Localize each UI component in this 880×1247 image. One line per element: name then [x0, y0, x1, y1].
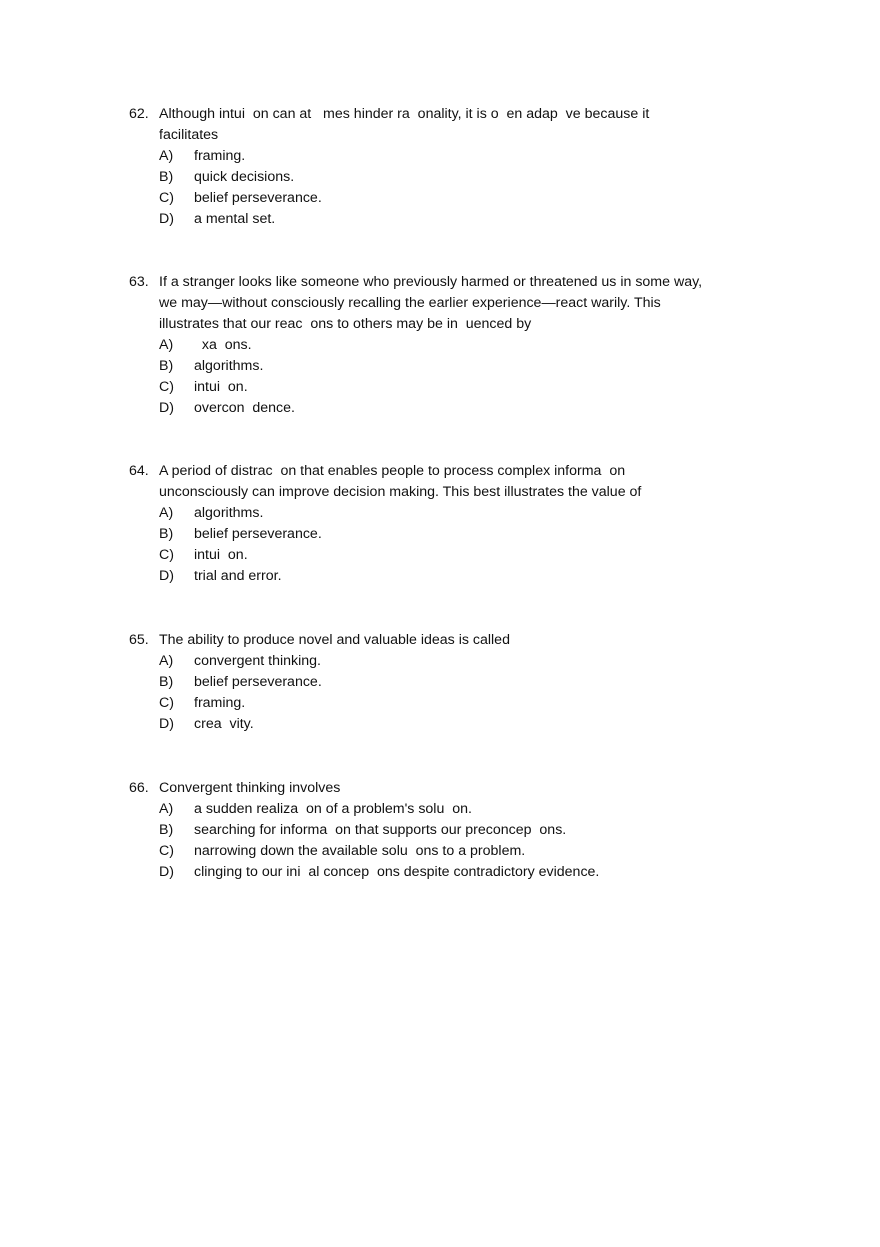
option-text: framing. — [194, 148, 246, 164]
option-text: belief perseverance. — [194, 526, 322, 542]
option-letter: D) — [159, 568, 174, 584]
option-text: belief perseverance. — [194, 674, 322, 690]
question-number: 62. — [129, 106, 149, 122]
option-text: overcon dence. — [194, 400, 295, 416]
option-text: intui on. — [194, 547, 248, 563]
option-text: convergent thinking. — [194, 653, 321, 669]
option-letter: C) — [159, 379, 174, 395]
answer-option — [129, 503, 789, 524]
option-letter: D) — [159, 211, 174, 227]
answer-option — [129, 335, 789, 356]
option-letter: B) — [159, 674, 174, 690]
answer-option — [129, 862, 789, 883]
question-text: we may—without consciously recalling the earlier experience—react warily. This — [159, 295, 661, 311]
option-letter: D) — [159, 864, 174, 880]
option-letter: C) — [159, 547, 174, 563]
question-text: facilitates — [159, 127, 219, 143]
question-text: The ability to produce novel and valuable ideas is called — [159, 632, 510, 648]
option-letter: A) — [159, 653, 174, 669]
question-66 — [129, 778, 789, 883]
question-text: illustrates that our reac ons to others may be in uenced by — [159, 316, 532, 332]
answer-option — [129, 209, 789, 230]
question-63 — [129, 272, 789, 419]
answer-option — [129, 799, 789, 820]
question-line — [129, 293, 789, 314]
option-text: quick decisions. — [194, 169, 295, 185]
question-text: Although intui on can at mes hinder ra onality, it is o en adap ve because it — [159, 106, 650, 122]
question-number: 63. — [129, 274, 149, 290]
option-text: crea vity. — [194, 716, 254, 732]
answer-option — [129, 398, 789, 419]
answer-option — [129, 188, 789, 209]
option-letter: C) — [159, 190, 174, 206]
option-text: xa ons. — [194, 337, 252, 353]
option-text: algorithms. — [194, 505, 264, 521]
question-line — [129, 630, 789, 651]
question-line — [129, 778, 789, 799]
question-65 — [129, 630, 789, 735]
question-number: 66. — [129, 780, 149, 796]
option-text: a mental set. — [194, 211, 276, 227]
question-line — [129, 104, 789, 125]
answer-option — [129, 167, 789, 188]
question-line — [129, 461, 789, 482]
question-line — [129, 272, 789, 293]
option-letter: A) — [159, 337, 174, 353]
answer-option — [129, 693, 789, 714]
answer-option — [129, 545, 789, 566]
answer-option — [129, 566, 789, 587]
option-letter: B) — [159, 822, 174, 838]
answer-option — [129, 714, 789, 735]
answer-option — [129, 841, 789, 862]
option-letter: C) — [159, 695, 174, 711]
answer-option — [129, 524, 789, 545]
answer-option — [129, 146, 789, 167]
option-letter: A) — [159, 505, 174, 521]
question-number: 65. — [129, 632, 149, 648]
option-text: framing. — [194, 695, 246, 711]
option-text: intui on. — [194, 379, 248, 395]
question-text: unconsciously can improve decision making. This best illustrates the value of — [159, 484, 642, 500]
question-number: 64. — [129, 463, 149, 479]
answer-option — [129, 651, 789, 672]
option-letter: B) — [159, 358, 174, 374]
question-62 — [129, 104, 789, 230]
option-letter: D) — [159, 400, 174, 416]
answer-option — [129, 377, 789, 398]
option-text: belief perseverance. — [194, 190, 322, 206]
option-letter: C) — [159, 843, 174, 859]
answer-option — [129, 672, 789, 693]
option-text: narrowing down the available solu ons to a problem. — [194, 843, 526, 859]
option-letter: A) — [159, 148, 174, 164]
option-letter: B) — [159, 526, 174, 542]
option-text: clinging to our ini al concep ons despite contradictory evidence. — [194, 864, 600, 880]
option-letter: D) — [159, 716, 174, 732]
question-line — [129, 125, 789, 146]
question-text: If a stranger looks like someone who previously harmed or threatened us in some way, — [159, 274, 703, 290]
question-line — [129, 314, 789, 335]
option-text: searching for informa on that supports our preconcep ons. — [194, 822, 567, 838]
question-line — [129, 482, 789, 503]
question-64 — [129, 461, 789, 587]
option-text: a sudden realiza on of a problem's solu on. — [194, 801, 472, 817]
question-text: Convergent thinking involves — [159, 780, 341, 796]
answer-option — [129, 820, 789, 841]
question-text: A period of distrac on that enables people to process complex informa on — [159, 463, 626, 479]
option-text: trial and error. — [194, 568, 282, 584]
answer-option — [129, 356, 789, 377]
option-text: algorithms. — [194, 358, 264, 374]
option-letter: B) — [159, 169, 174, 185]
option-letter: A) — [159, 801, 174, 817]
